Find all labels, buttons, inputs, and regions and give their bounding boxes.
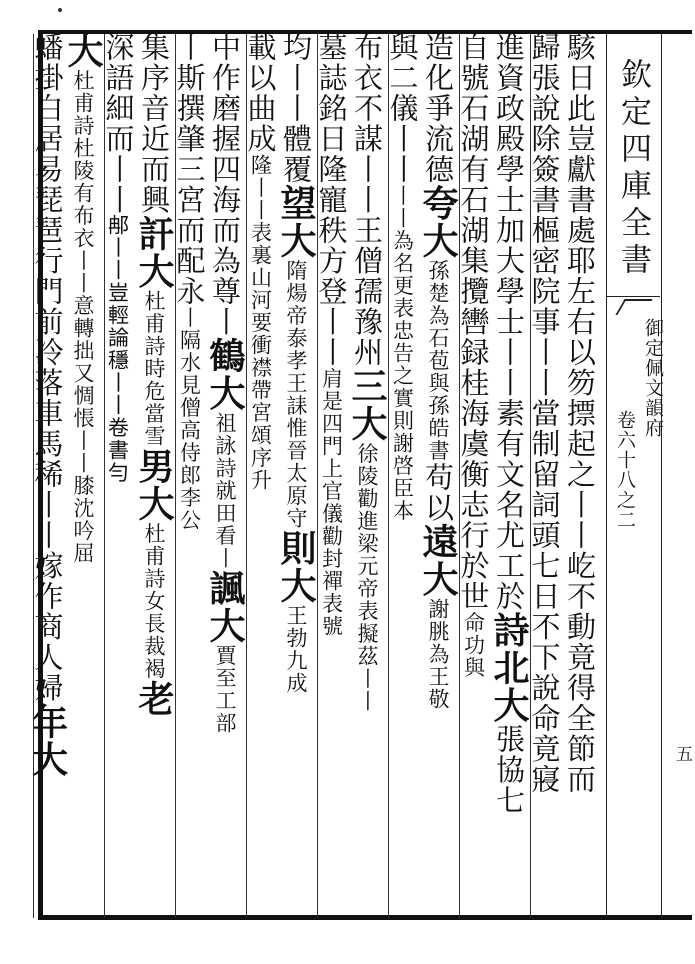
body-text: 墓誌銘日隆寵秩方登丨丨 — [314, 32, 349, 368]
body-text: 造化爭流德 — [421, 32, 455, 185]
annotation-text: 𨚗丨丨豈輕論 — [106, 215, 131, 350]
column-rule — [33, 34, 34, 918]
text-column — [172, 32, 212, 920]
fish-tail-marker-icon — [606, 296, 660, 319]
body-text: 集序音近而興 — [137, 32, 171, 215]
headword: 北大 — [488, 649, 530, 724]
text-column — [101, 32, 141, 920]
book-title: 欽定四庫全書 — [615, 58, 651, 280]
annotation-text: 杜甫詩時危當雪 — [142, 290, 166, 448]
annotation-text: 祖詠詩就田看丨 — [213, 412, 237, 570]
section-title: 御定佩文韻府 — [642, 318, 664, 438]
text-column — [385, 32, 425, 920]
annotation-text: 杜甫詩杜陵有布衣丨丨意轉拙又惆悵丨丨膝沈吟屈 — [71, 69, 95, 565]
text-column — [563, 32, 603, 920]
annotation-text: 穩丨丨卷書勻 — [106, 350, 131, 485]
body-text: 與二儀丨丨 — [385, 32, 420, 185]
volume-label: 卷六十八之二 — [614, 410, 636, 530]
text-column — [314, 32, 354, 920]
page-number: 五 — [672, 745, 692, 762]
headword: 三大 — [346, 367, 388, 443]
headword: 訐大 — [133, 215, 175, 290]
text-column — [133, 32, 177, 920]
text-column — [26, 32, 70, 920]
annotation-text: 隆丨丨表裏山河要衝襟帶 — [248, 154, 273, 402]
annotation-text: 隋煬帝泰孝王誄惟晉太原守 — [284, 259, 308, 530]
annotation-text: 侍郎李公 — [177, 441, 202, 532]
body-text: 自號石湖有石湖集攬轡録桂海虞衡志行於世 — [456, 32, 491, 612]
annotation-text: 丨隔水見僧高 — [177, 306, 202, 442]
body-text: 均丨丨體覆 — [279, 32, 313, 185]
headword: 遠大 — [417, 523, 459, 598]
body-text: 中作磨握四海而為尊丨 — [208, 32, 242, 337]
annotation-text: 王勃九成 — [284, 604, 308, 695]
text-column — [456, 32, 496, 920]
annotation-text: 賈至工部 — [213, 644, 237, 735]
text-column — [488, 32, 532, 920]
headword: 望大 — [275, 184, 317, 260]
body-text: 歸張說除簽書樞密院事丨丨當制留詞頭七日不下說命竟寢 — [527, 32, 562, 795]
body-text: 載以曲成 — [243, 32, 278, 154]
headword: 則大 — [275, 529, 317, 605]
body-text: 進資政殿學士加大學士丨丨素有文名尤工於 — [492, 32, 526, 612]
annotation-text: 則謝啓臣本 — [390, 409, 415, 522]
text-column — [346, 32, 390, 920]
text-column — [275, 32, 319, 920]
headword: 大 — [62, 32, 104, 70]
annotation-text: 謝朓為王敬 — [426, 598, 450, 711]
headword: 鶴大 — [204, 337, 246, 412]
headword: 諷大 — [204, 569, 246, 645]
headword: 夸大 — [417, 184, 459, 260]
headword: 詩 — [488, 611, 530, 649]
text-column — [62, 32, 106, 920]
annotation-text: 宮頌序升 — [248, 401, 273, 492]
body-text: 布衣不謀丨丨王僧孺豫州 — [350, 32, 384, 368]
annotation-text: 徐陵勸進梁元帝表擬茲丨丨 — [355, 442, 379, 713]
annotation-text: 肩是四門上官儀勸封禪表號 — [319, 367, 344, 638]
text-column — [204, 32, 248, 920]
body-text: 張協七 — [492, 724, 526, 816]
annotation-text: 孫楚為石苞與孫皓書 — [426, 259, 450, 462]
body-text: 丨斯撰肇三宮而配永 — [172, 32, 207, 307]
headword: 老 — [133, 680, 175, 718]
text-column — [527, 32, 567, 920]
headword: 男大 — [133, 447, 175, 523]
scan-speck — [58, 8, 62, 12]
annotation-text: 杜甫詩女長裁褐 — [142, 522, 166, 680]
body-text: 駭日此豈獻書處耶左右以笏摽起之丨丨屹不動竟得全節而 — [563, 32, 597, 795]
text-column — [243, 32, 283, 920]
body-text: 苟以 — [421, 462, 455, 523]
headword: 年大 — [26, 703, 69, 778]
annotation-text: 命功與 — [461, 611, 486, 679]
body-text: 蟠掛白居易琵琶行門前冷落車馬稀丨丨嫁作商人婦 — [30, 32, 65, 703]
body-text: 深語細而丨丨 — [101, 32, 136, 215]
text-column — [417, 32, 461, 920]
annotation-text: 丨丨為名更表忠告之實 — [390, 184, 415, 410]
